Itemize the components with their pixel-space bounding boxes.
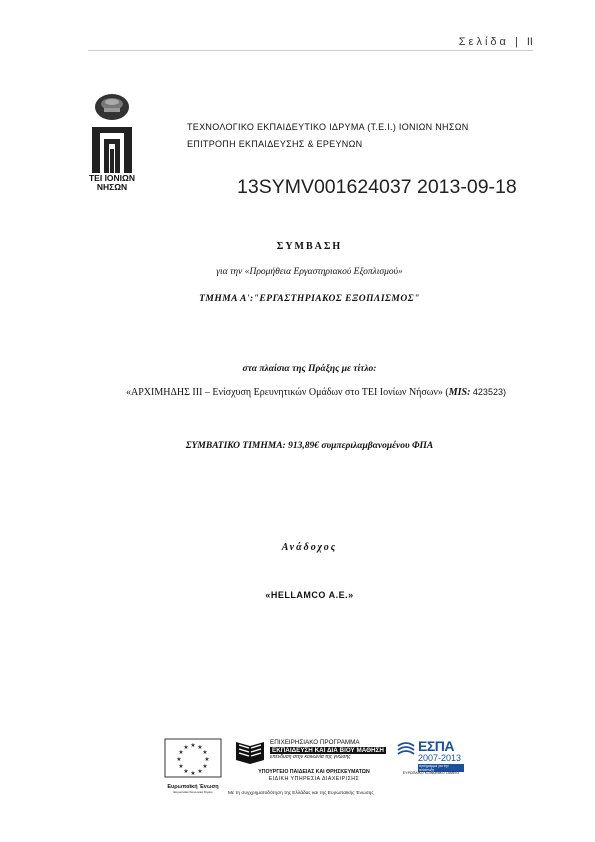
espa-swirl-icon — [396, 740, 416, 760]
svg-text:★: ★ — [178, 763, 184, 770]
page-number: Σελίδα | II — [458, 36, 533, 48]
svg-text:★: ★ — [197, 768, 203, 775]
contract-amount: ΣΥΜΒΑΤΙΚΟ ΤΙΜΗΜΑ: 913,89€ συμπεριλαμβανομένου ΦΠΑ — [185, 441, 434, 451]
logo-line-2: ΝΗΣΩΝ — [96, 182, 128, 192]
institution-name: ΤΕΧΝΟΛΟΓΙΚΟ ΕΚΠΑΙΔΕΥΤΙΚΟ ΙΔΡΥΜΑ (Τ.Ε.Ι.) ΙΟΝΙΩΝ ΝΗΣΩΝ — [187, 122, 469, 132]
tei-logo — [86, 93, 138, 201]
op-line-2: ΕΚΠΑΙΔΕΥΣΗ ΚΑΙ ΔΙΑ ΒΙΟΥ ΜΑΘΗΣΗ — [272, 746, 384, 754]
institution-block — [187, 119, 469, 153]
svg-text:★: ★ — [183, 768, 189, 775]
svg-text:★: ★ — [183, 744, 189, 751]
svg-text:★: ★ — [190, 742, 196, 749]
section-title: ΤΜΗΜΑ Α':"ΕΡΓΑΣΤΗΡΙΑΚΟΣ ΕΞΟΠΛΙΣΜΟΣ" — [199, 294, 420, 304]
eu-sublabel: Ευρωπαϊκό Κοινωνικό Ταμείο — [173, 790, 213, 794]
eu-flag-icon — [164, 738, 222, 778]
espa-title: ΕΣΠΑ — [418, 738, 454, 754]
logo-line-1: ΤΕΙ ΙΟΝΙΩΝ — [88, 173, 135, 183]
ministry-line-2: ΕΙΔΙΚΗ ΥΠΗΡΕΣΙΑ ΔΙΑΧΕΙΡΙΣΗΣ — [268, 776, 360, 782]
project-description — [126, 385, 530, 400]
espa-logo — [396, 738, 464, 782]
cofinancing-note: Με τη συγχρηματοδότηση της Ελλάδας και της Ευρωπαϊκής Ένωσης — [228, 791, 374, 796]
document-id: 13SYMV001624037 2013-09-18 — [237, 176, 517, 198]
svg-text:★: ★ — [204, 756, 210, 763]
svg-text:★: ★ — [202, 763, 208, 770]
committee-name: ΕΠΙΤΡΟΠΗ ΕΚΠΑΙΔΕΥΣΗΣ & ΕΡΕΥΝΩΝ — [187, 139, 363, 149]
op-book-icon — [234, 738, 266, 764]
svg-text:★: ★ — [202, 749, 208, 756]
eu-logo — [164, 738, 222, 796]
op-line-1: ΕΠΙΧΕΙΡΗΣΙΑΚΟ ΠΡΟΓΡΑΜΜΑ — [270, 739, 360, 746]
ministry-line-1: ΥΠΟΥΡΓΕΙΟ ΠΑΙΔΕΙΑΣ ΚΑΙ ΘΡΗΣΚΕΥΜΑΤΩΝ — [258, 769, 370, 775]
document-title: ΣΥΜΒΑΣΗ — [276, 241, 343, 252]
mis-value: 423523) — [470, 387, 506, 397]
op-slogan: επένδυση στην κοινωνία της γνώσης — [270, 754, 351, 760]
document-subtitle: για την «Προμήθεια Εργαστηριακού Εξοπλισμού» — [216, 267, 403, 277]
tei-emblem-icon — [86, 93, 138, 173]
espa-tagline: πρόγραμμα για την ανάπτυξη — [418, 764, 464, 772]
eu-label: Ευρωπαϊκή Ένωση — [167, 784, 219, 790]
svg-text:★: ★ — [197, 744, 203, 751]
svg-text:★: ★ — [190, 770, 196, 777]
header-rule — [88, 50, 533, 51]
page-number-value: II — [526, 36, 533, 48]
mis-label: MIS: — [448, 387, 471, 398]
contractor-name: «HELLAMCO A.E.» — [265, 590, 354, 600]
espa-years: 2007-2013 — [418, 753, 462, 763]
project-text: «ΑΡΧΙΜΗΔΗΣ ΙΙΙ – Ενίσχυση Ερευνητικών Ομάδων στο ΤΕΙ Ιονίων Νήσων» ( — [126, 387, 449, 398]
espa-fund: ΕΥΡΩΠΑΪΚΟ ΚΟΙΝΩΝΙΚΟ ΤΑΜΕΙΟ — [402, 771, 460, 775]
contractor-label: Ανάδοχος — [281, 542, 338, 553]
context-line: στα πλαίσια της Πράξης με τίτλο: — [242, 364, 377, 374]
svg-text:★: ★ — [178, 749, 184, 756]
svg-text:★: ★ — [176, 756, 182, 763]
page-word: Σελίδα — [458, 36, 509, 48]
op-logo — [234, 738, 390, 788]
